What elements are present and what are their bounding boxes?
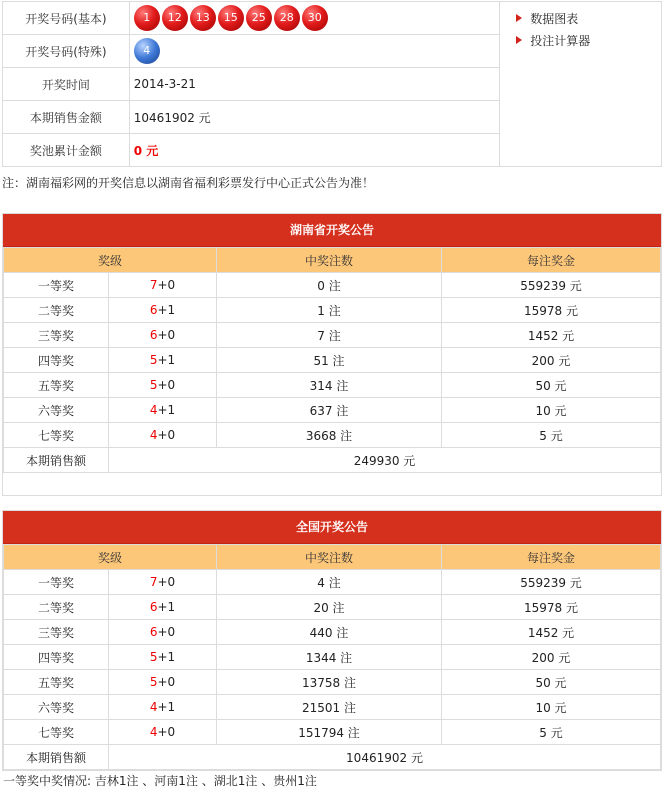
prize-amount: 10 元 [442, 695, 661, 720]
table-row [4, 570, 661, 595]
bet-calculator-link[interactable]: 投注计算器 [530, 30, 661, 52]
red-ball: 30 [302, 5, 328, 31]
prize-combo: 5+0 [109, 670, 217, 695]
table-row [4, 720, 661, 745]
col-header-count: 中奖注数 [217, 545, 442, 570]
prize-amount: 200 元 [442, 645, 661, 670]
prize-combo: 7+0 [109, 570, 217, 595]
prize-amount: 1452 元 [442, 620, 661, 645]
winner-count: 3668 注 [217, 423, 442, 448]
col-header-amount: 每注奖金 [442, 248, 661, 273]
table-row [4, 323, 661, 348]
prize-combo: 7+0 [109, 273, 217, 298]
red-ball: 25 [246, 5, 272, 31]
prize-level: 四等奖 [4, 645, 109, 670]
arrow-right-icon [516, 14, 522, 22]
prize-table [3, 544, 661, 770]
prize-combo: 6+0 [109, 620, 217, 645]
prize-combo: 4+1 [109, 398, 217, 423]
winner-count: 4 注 [217, 570, 442, 595]
prize-amount: 5 元 [442, 720, 661, 745]
prize-level: 七等奖 [4, 720, 109, 745]
special-number [129, 35, 499, 68]
draw-date-label: 开奖时间 [3, 68, 130, 101]
prize-level: 五等奖 [4, 373, 109, 398]
hunan-results-panel [2, 213, 662, 496]
prize-amount: 1452 元 [442, 323, 661, 348]
prize-combo: 5+1 [109, 348, 217, 373]
panel-title: 全国开奖公告 [3, 511, 661, 544]
prize-combo: 5+1 [109, 645, 217, 670]
table-row [4, 373, 661, 398]
red-ball: 28 [274, 5, 300, 31]
prize-amount: 559239 元 [442, 273, 661, 298]
data-chart-link[interactable]: 数据图表 [530, 8, 661, 30]
winner-count: 151794 注 [217, 720, 442, 745]
sales-amount-label: 本期销售金额 [3, 101, 130, 134]
prize-amount: 5 元 [442, 423, 661, 448]
col-header-level: 奖级 [4, 545, 217, 570]
national-results-panel [2, 510, 662, 771]
red-ball: 12 [162, 5, 188, 31]
prize-amount: 10 元 [442, 398, 661, 423]
prize-combo: 4+0 [109, 423, 217, 448]
draw-info-table [2, 1, 662, 167]
special-number-label: 开奖号码(特殊) [3, 35, 130, 68]
sales-row [4, 745, 661, 770]
winner-count: 314 注 [217, 373, 442, 398]
prize-combo: 4+0 [109, 720, 217, 745]
winner-count: 1 注 [217, 298, 442, 323]
prize-amount: 50 元 [442, 373, 661, 398]
prize-level: 一等奖 [4, 273, 109, 298]
basic-numbers [129, 2, 499, 35]
prize-level: 五等奖 [4, 670, 109, 695]
prize-combo: 6+1 [109, 298, 217, 323]
prize-combo: 5+0 [109, 373, 217, 398]
col-header-count: 中奖注数 [217, 248, 442, 273]
first-prize-winners: 一等奖中奖情况: 吉林1注 、河南1注 、湖北1注 、贵州1注 [3, 774, 317, 788]
winner-count: 0 注 [217, 273, 442, 298]
side-links [500, 2, 662, 167]
disclaimer-notice: 注：湖南福彩网的开奖信息以湖南省福利彩票发行中心正式公告为准！ [2, 176, 375, 190]
prize-level: 四等奖 [4, 348, 109, 373]
winner-count: 7 注 [217, 323, 442, 348]
table-row [4, 670, 661, 695]
table-row [4, 645, 661, 670]
table-row [4, 620, 661, 645]
winner-count: 20 注 [217, 595, 442, 620]
prize-level: 七等奖 [4, 423, 109, 448]
red-ball: 13 [190, 5, 216, 31]
table-row [4, 398, 661, 423]
sales-value: 10461902 元 [109, 745, 661, 770]
prize-amount: 15978 元 [442, 595, 661, 620]
table-row [4, 273, 661, 298]
winner-count: 440 注 [217, 620, 442, 645]
arrow-right-icon [516, 36, 522, 44]
panel-title: 湖南省开奖公告 [3, 214, 661, 247]
sales-value: 249930 元 [109, 448, 661, 473]
sales-amount: 10461902 元 [129, 101, 499, 134]
table-row [4, 348, 661, 373]
prize-combo: 6+0 [109, 323, 217, 348]
prize-amount: 50 元 [442, 670, 661, 695]
draw-date: 2014-3-21 [129, 68, 499, 101]
red-ball: 15 [218, 5, 244, 31]
table-row [4, 298, 661, 323]
sales-label: 本期销售额 [4, 745, 109, 770]
table-row [4, 423, 661, 448]
winner-count: 13758 注 [217, 670, 442, 695]
prize-amount: 15978 元 [442, 298, 661, 323]
prize-level: 二等奖 [4, 298, 109, 323]
prize-level: 三等奖 [4, 323, 109, 348]
winner-count: 21501 注 [217, 695, 442, 720]
prize-level: 六等奖 [4, 695, 109, 720]
basic-numbers-label: 开奖号码(基本) [3, 2, 130, 35]
prize-amount: 200 元 [442, 348, 661, 373]
jackpot-amount: 0 元 [129, 134, 499, 167]
prize-combo: 4+1 [109, 695, 217, 720]
prize-table [3, 247, 661, 473]
blue-ball: 4 [134, 38, 160, 64]
winner-count: 1344 注 [217, 645, 442, 670]
prize-amount: 559239 元 [442, 570, 661, 595]
col-header-amount: 每注奖金 [442, 545, 661, 570]
sales-row [4, 448, 661, 473]
prize-level: 六等奖 [4, 398, 109, 423]
jackpot-label: 奖池累计金额 [3, 134, 130, 167]
sales-label: 本期销售额 [4, 448, 109, 473]
red-ball: 1 [134, 5, 160, 31]
prize-combo: 6+1 [109, 595, 217, 620]
prize-level: 三等奖 [4, 620, 109, 645]
winner-count: 51 注 [217, 348, 442, 373]
table-row [4, 695, 661, 720]
col-header-level: 奖级 [4, 248, 217, 273]
table-row [4, 595, 661, 620]
prize-level: 二等奖 [4, 595, 109, 620]
winner-count: 637 注 [217, 398, 442, 423]
prize-level: 一等奖 [4, 570, 109, 595]
